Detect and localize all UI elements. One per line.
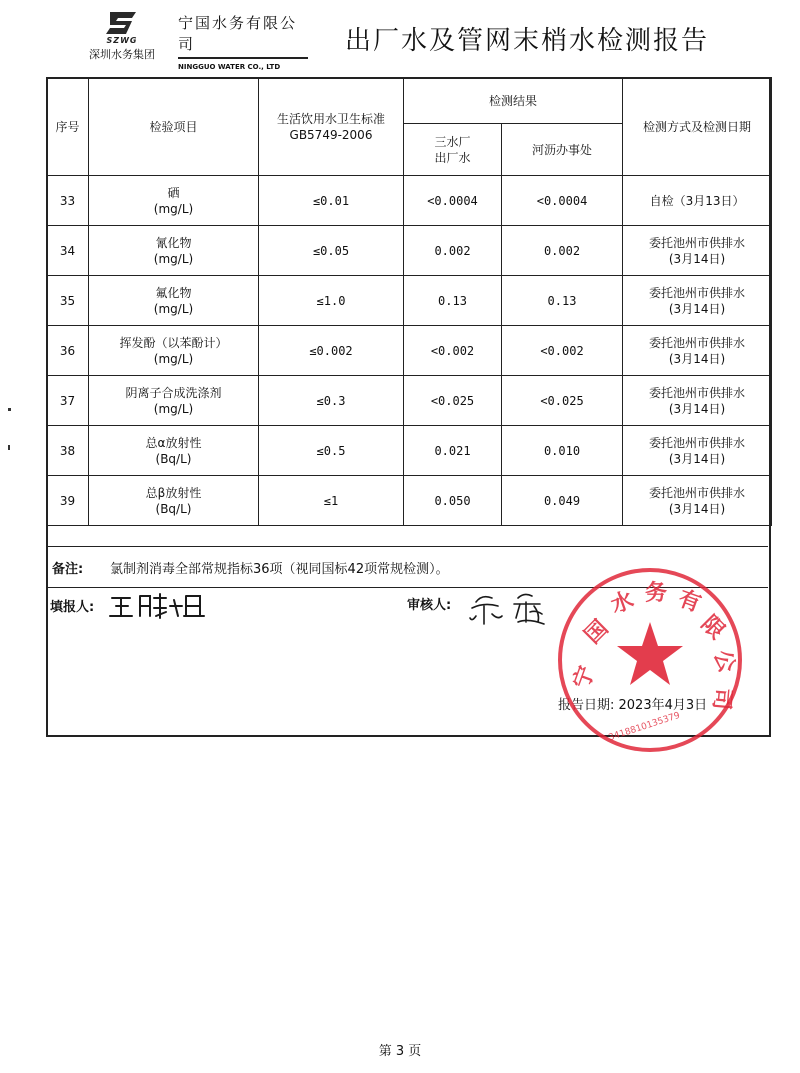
cell-method — [623, 226, 772, 276]
company-name-en: NINGGUO WATER CO., LTD — [178, 63, 281, 71]
cell-result-sanshui: 0.050 — [404, 476, 502, 526]
table-row — [47, 426, 772, 476]
filler-label: 填报人: — [50, 600, 95, 615]
table-row — [47, 176, 772, 226]
cell-result-sanshui: 0.002 — [404, 226, 502, 276]
cell-result-heli: <0.0004 — [502, 176, 623, 226]
company-name-block — [178, 12, 308, 71]
item-unit: (mg/L) — [153, 251, 194, 266]
cell-result-heli: 0.049 — [502, 476, 623, 526]
cell-standard: ≤0.05 — [259, 226, 404, 276]
cell-no: 38 — [47, 426, 89, 476]
table-row — [47, 276, 772, 326]
cell-result-heli: 0.002 — [502, 226, 623, 276]
page-number: 第 3 页 — [378, 1044, 422, 1059]
cell-item — [89, 326, 259, 376]
method-text: 委托池州市供排水 — [649, 235, 746, 250]
method-date: (3月14日) — [668, 301, 726, 316]
test-results-table — [46, 77, 772, 526]
svg-text:限: 限 — [696, 611, 730, 645]
report-date: 报告日期: 2023年4月3日 — [558, 698, 708, 713]
cell-standard: ≤0.002 — [259, 326, 404, 376]
reviewer-label: 审核人: — [407, 598, 452, 613]
method-date: (3月14日) — [668, 501, 726, 516]
item-name: 硒 — [167, 185, 180, 200]
report-title: 出厂水及管网末梢水检测报告 — [345, 26, 710, 56]
cell-no: 36 — [47, 326, 89, 376]
remark-label: 备注: — [52, 562, 84, 577]
cell-standard: ≤1 — [259, 476, 404, 526]
method-date: (3月14日) — [668, 401, 726, 416]
item-unit: (Bq/L) — [155, 451, 192, 466]
item-name: 总α放射性 — [145, 435, 202, 450]
cell-method — [623, 476, 772, 526]
cell-item — [89, 226, 259, 276]
cell-no: 33 — [47, 176, 89, 226]
method-text: 自检（3月13日） — [649, 193, 745, 208]
cell-standard: ≤0.3 — [259, 376, 404, 426]
table-row — [47, 476, 772, 526]
cell-method — [623, 276, 772, 326]
method-text: 委托池州市供排水 — [649, 435, 746, 450]
cell-item — [89, 476, 259, 526]
item-name: 氟化物 — [155, 285, 192, 300]
logo-chinese-text: 深圳水务集团 — [89, 48, 155, 61]
scan-speck — [8, 408, 11, 411]
item-name: 挥发酚（以苯酚计） — [119, 335, 228, 350]
method-date: (3月14日) — [668, 451, 726, 466]
cell-method — [623, 326, 772, 376]
method-date: (3月14日) — [668, 351, 726, 366]
header-heli: 河沥办事处 — [502, 124, 623, 176]
report-header — [0, 0, 800, 72]
header-sanshui — [404, 124, 502, 176]
table-row — [47, 226, 772, 276]
company-name-cn: 宁国水务有限公司 — [178, 12, 308, 59]
cell-standard: ≤0.01 — [259, 176, 404, 226]
svg-text:务: 务 — [645, 581, 668, 606]
scan-speck — [8, 445, 10, 450]
cell-standard: ≤1.0 — [259, 276, 404, 326]
cell-standard: ≤0.5 — [259, 426, 404, 476]
method-text: 委托池州市供排水 — [649, 485, 746, 500]
svg-text:有: 有 — [674, 586, 705, 618]
header-standard — [259, 78, 404, 176]
svg-text:宁: 宁 — [569, 662, 601, 693]
cell-no: 35 — [47, 276, 89, 326]
cell-method — [623, 426, 772, 476]
filler-signature — [108, 590, 208, 622]
item-name: 阴离子合成洗涤剂 — [125, 385, 222, 400]
cell-method — [623, 376, 772, 426]
item-unit: (mg/L) — [153, 401, 194, 416]
cell-no: 37 — [47, 376, 89, 426]
cell-result-sanshui: <0.025 — [404, 376, 502, 426]
cell-no: 34 — [47, 226, 89, 276]
table-row — [47, 326, 772, 376]
cell-item — [89, 426, 259, 476]
item-unit: (Bq/L) — [155, 501, 192, 516]
method-text: 委托池州市供排水 — [649, 335, 746, 350]
cell-no: 39 — [47, 476, 89, 526]
header-item: 检验项目 — [89, 78, 259, 176]
svg-text:3418810135379: 3418810135379 — [607, 710, 682, 744]
svg-text:司: 司 — [708, 686, 735, 711]
cell-result-sanshui: 0.13 — [404, 276, 502, 326]
item-name: 氰化物 — [155, 235, 192, 250]
table-row — [47, 376, 772, 426]
water-group-logo-icon — [102, 8, 142, 38]
method-text: 委托池州市供排水 — [649, 285, 746, 300]
item-name: 总β放射性 — [145, 485, 202, 500]
remark-text: 氯制剂消毒全部常规指标36项（视同国标42项常规检测）。 — [110, 562, 449, 577]
cell-result-heli: 0.010 — [502, 426, 623, 476]
svg-text:水: 水 — [607, 587, 638, 619]
official-seal-icon — [545, 560, 755, 760]
header-standard-text: 生活饮用水卫生标准 GB5749-2006 — [276, 111, 385, 142]
svg-text:国: 国 — [580, 615, 614, 649]
cell-result-sanshui: 0.021 — [404, 426, 502, 476]
logo-english-text: SZWG — [106, 36, 138, 45]
company-logo — [82, 8, 162, 70]
header-no: 序号 — [47, 78, 89, 176]
cell-result-sanshui: <0.0004 — [404, 176, 502, 226]
cell-item — [89, 176, 259, 226]
method-text: 委托池州市供排水 — [649, 385, 746, 400]
cell-method — [623, 176, 772, 226]
cell-result-sanshui: <0.002 — [404, 326, 502, 376]
cell-item — [89, 376, 259, 426]
svg-text:公: 公 — [708, 646, 740, 677]
item-unit: (mg/L) — [153, 301, 194, 316]
method-date: (3月14日) — [668, 251, 726, 266]
cell-result-heli: <0.025 — [502, 376, 623, 426]
cell-item — [89, 276, 259, 326]
header-method: 检测方式及检测日期 — [623, 78, 772, 176]
header-sanshui-text: 三水厂 出厂水 — [434, 134, 471, 165]
cell-result-heli: 0.13 — [502, 276, 623, 326]
item-unit: (mg/L) — [153, 201, 194, 216]
item-unit: (mg/L) — [153, 351, 194, 366]
header-results: 检测结果 — [404, 78, 623, 124]
cell-result-heli: <0.002 — [502, 326, 623, 376]
